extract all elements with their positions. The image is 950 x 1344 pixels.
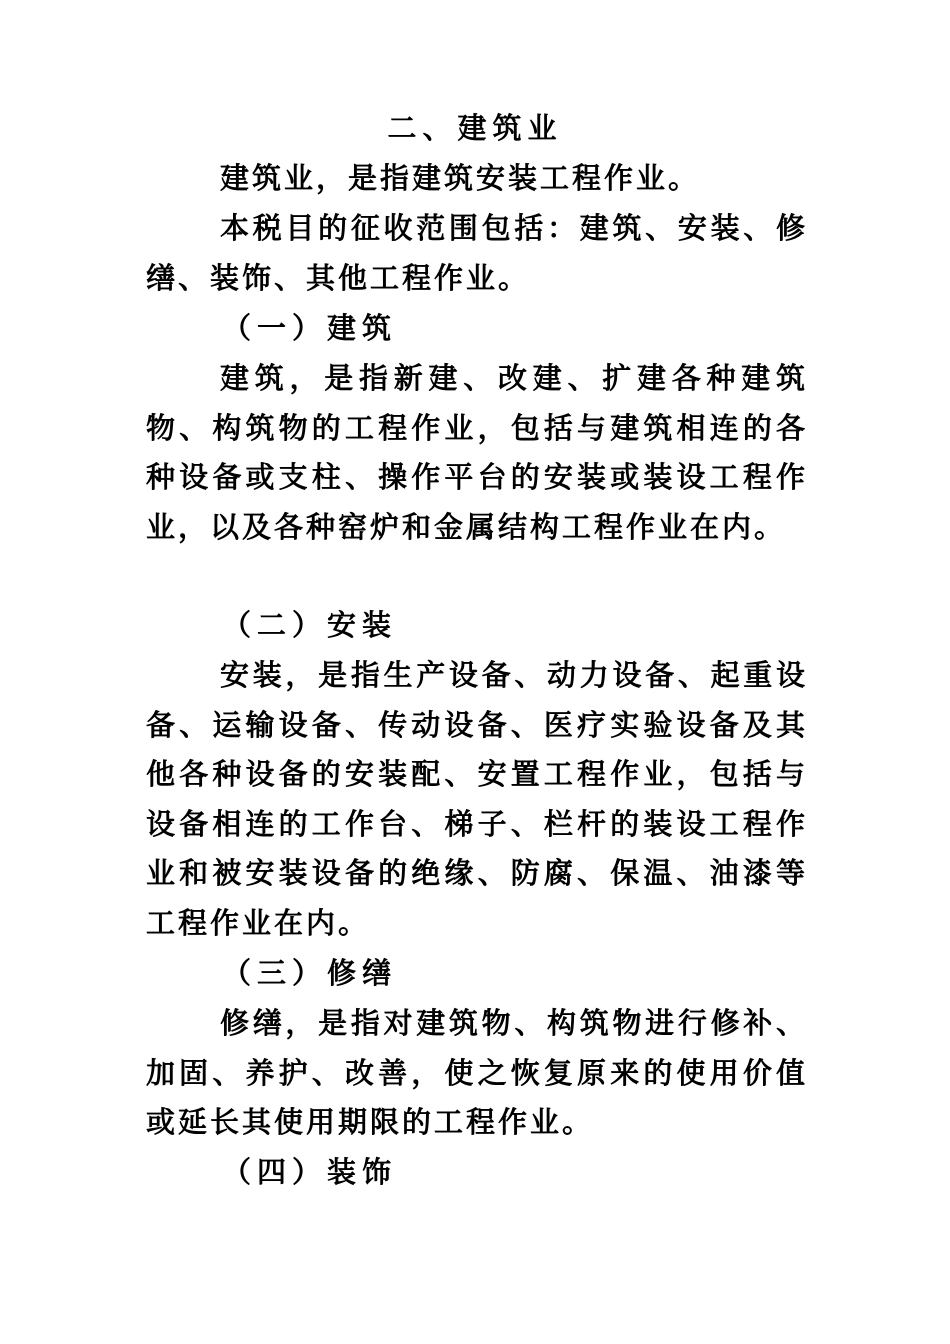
heading-repair: （三）修缮 bbox=[222, 956, 398, 990]
paragraph-construction: 建筑，是指新建、改建、扩建各种建筑物、构筑物的工程作业，包括与建筑相连的各种设备或支柱、操作平台的安装或装设工程作业，以及各种窑炉和金属结构工程作业在内。 bbox=[146, 361, 808, 544]
heading-decoration: （四）装饰 bbox=[222, 1155, 398, 1189]
section-title: 二、建筑业 bbox=[387, 111, 563, 145]
paragraph-repair: 修缮，是指对建筑物、构筑物进行修补、加固、养护、改善，使之恢复原来的使用价值或延长其使用期限的工程作业。 bbox=[146, 1006, 808, 1139]
paragraph-installation: 安装，是指生产设备、动力设备、起重设备、运输设备、传动设备、医疗实验设备及其他各种设备的安装配、安置工程作业，包括与设备相连的工作台、梯子、栏杆的装设工程作业和被安装设备的绝缘、防腐、保温、油漆等工程作业在内。 bbox=[146, 658, 808, 940]
intro-paragraph: 建筑业，是指建筑安装工程作业。 bbox=[220, 161, 701, 195]
heading-construction: （一）建筑 bbox=[222, 311, 398, 345]
heading-installation: （二）安装 bbox=[222, 608, 398, 642]
scope-paragraph: 本税目的征收范围包括：建筑、安装、修缮、装饰、其他工程作业。 bbox=[146, 211, 808, 295]
